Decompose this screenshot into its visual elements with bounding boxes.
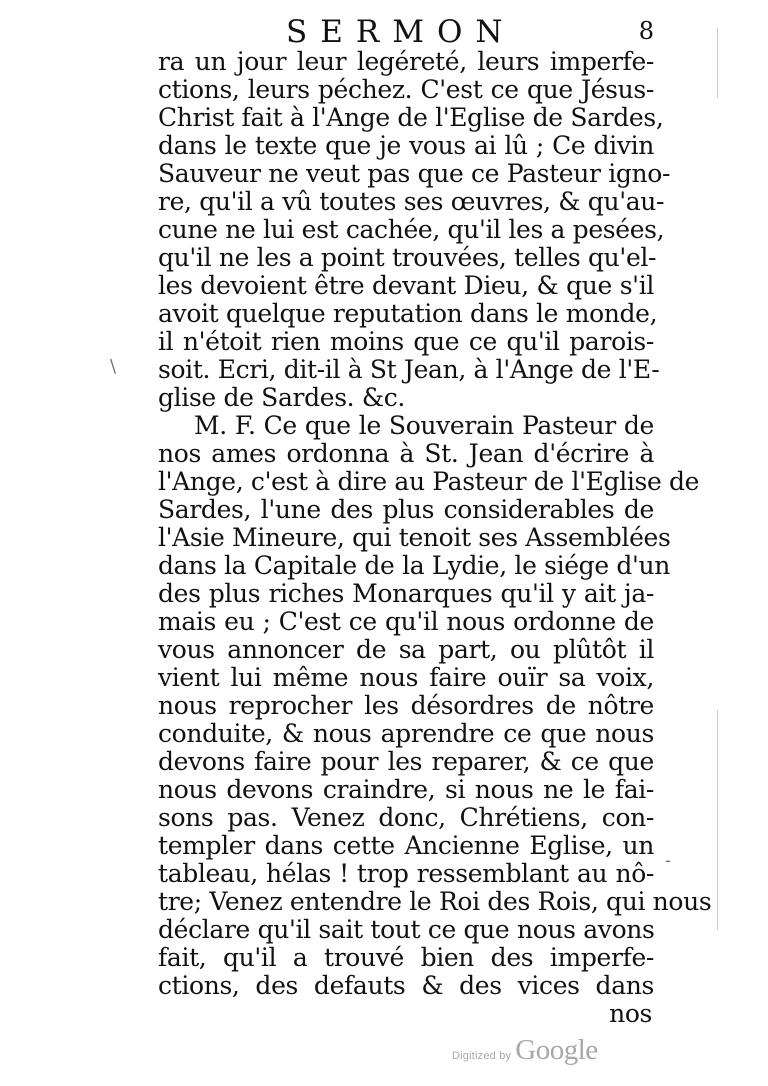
text-line: dans le texte que je vous ai lû ; Ce divin bbox=[158, 131, 654, 160]
text-line: Sauveur ne veut pas que ce Pasteur igno- bbox=[158, 159, 671, 188]
text-line: soit. Ecri, dit-il à St Jean, à l'Ange de l'E- bbox=[158, 355, 660, 384]
text-line: l'Asie Mineure, qui tenoit ses Assemblées bbox=[158, 523, 671, 552]
text-line: conduite, & nous aprendre ce que nous bbox=[158, 719, 654, 748]
text-line: tre; Venez entendre le Roi des Rois, qui nous bbox=[158, 887, 712, 916]
page-header bbox=[168, 14, 654, 50]
stray-mark: \ bbox=[110, 356, 117, 377]
text-line: il n'étoit rien moins que ce qu'il parois- bbox=[158, 327, 654, 356]
text-line: l'Ange, c'est à dire au Pasteur de l'Eglise de bbox=[158, 467, 700, 496]
text-line: tableau, hélas ! trop ressemblant au nô- bbox=[158, 859, 654, 888]
text-line: vous annoncer de sa part, ou plûtôt il bbox=[158, 635, 654, 664]
scan-edge-mark bbox=[717, 710, 718, 930]
text-line: fait, qu'il a trouvé bien des imperfe- bbox=[158, 943, 654, 972]
text-line: vient lui même nous faire ouïr sa voix, bbox=[158, 663, 654, 692]
text-line: des plus riches Monarques qu'il y ait ja- bbox=[158, 579, 654, 608]
paragraph-start-line: M. F. Ce que le Souverain Pasteur de bbox=[194, 411, 654, 440]
text-line: templer dans cette Ancienne Eglise, un bbox=[158, 831, 654, 860]
text-line: Sardes, l'une des plus considerables de bbox=[158, 495, 654, 524]
text-line: glise de Sardes. &c. bbox=[158, 383, 406, 412]
sermon-text-block bbox=[158, 47, 712, 1028]
text-line: re, qu'il a vû toutes ses œuvres, & qu'au- bbox=[158, 187, 665, 216]
watermark-prefix: Digitized by bbox=[452, 1050, 512, 1062]
text-line: déclare qu'il sait tout ce que nous avons bbox=[158, 915, 655, 944]
text-line: les devoient être devant Dieu, & que s'il bbox=[158, 271, 654, 300]
text-line: ra un jour leur legéreté, leurs imperfe- bbox=[158, 47, 654, 76]
digitization-watermark bbox=[452, 1034, 598, 1067]
text-line: dans la Capitale de la Lydie, le siége d'un bbox=[158, 551, 671, 580]
text-line: avoit quelque reputation dans le monde, bbox=[158, 299, 658, 328]
text-line: ctions, leurs péchez. C'est ce que Jésus- bbox=[158, 75, 654, 104]
text-line: qu'il ne les a point trouvées, telles qu'el- bbox=[158, 243, 657, 272]
running-head: SERMON bbox=[286, 14, 516, 50]
stray-mark: - bbox=[665, 850, 672, 871]
page-number: 8 bbox=[638, 17, 654, 45]
text-line: sons pas. Venez donc, Chrétiens, con- bbox=[158, 803, 654, 832]
text-line: nous reprocher les désordres de nôtre bbox=[158, 691, 654, 720]
text-line: Christ fait à l'Ange de l'Eglise de Sardes, bbox=[158, 103, 664, 132]
scan-edge-mark bbox=[717, 28, 718, 98]
text-line: ctions, des defauts & des vices dans bbox=[158, 971, 654, 1000]
catchword: nos bbox=[609, 999, 652, 1028]
text-line: mais eu ; C'est ce qu'il nous ordonne de bbox=[158, 607, 654, 636]
text-line: nous devons craindre, si nous ne le fai- bbox=[158, 775, 654, 804]
text-line: devons faire pour les reparer, & ce que bbox=[158, 747, 654, 776]
text-line: cune ne lui est cachée, qu'il les a pesées, bbox=[158, 215, 665, 244]
text-line: nos ames ordonna à St. Jean d'écrire à bbox=[158, 439, 654, 468]
watermark-brand: Google bbox=[515, 1034, 598, 1066]
